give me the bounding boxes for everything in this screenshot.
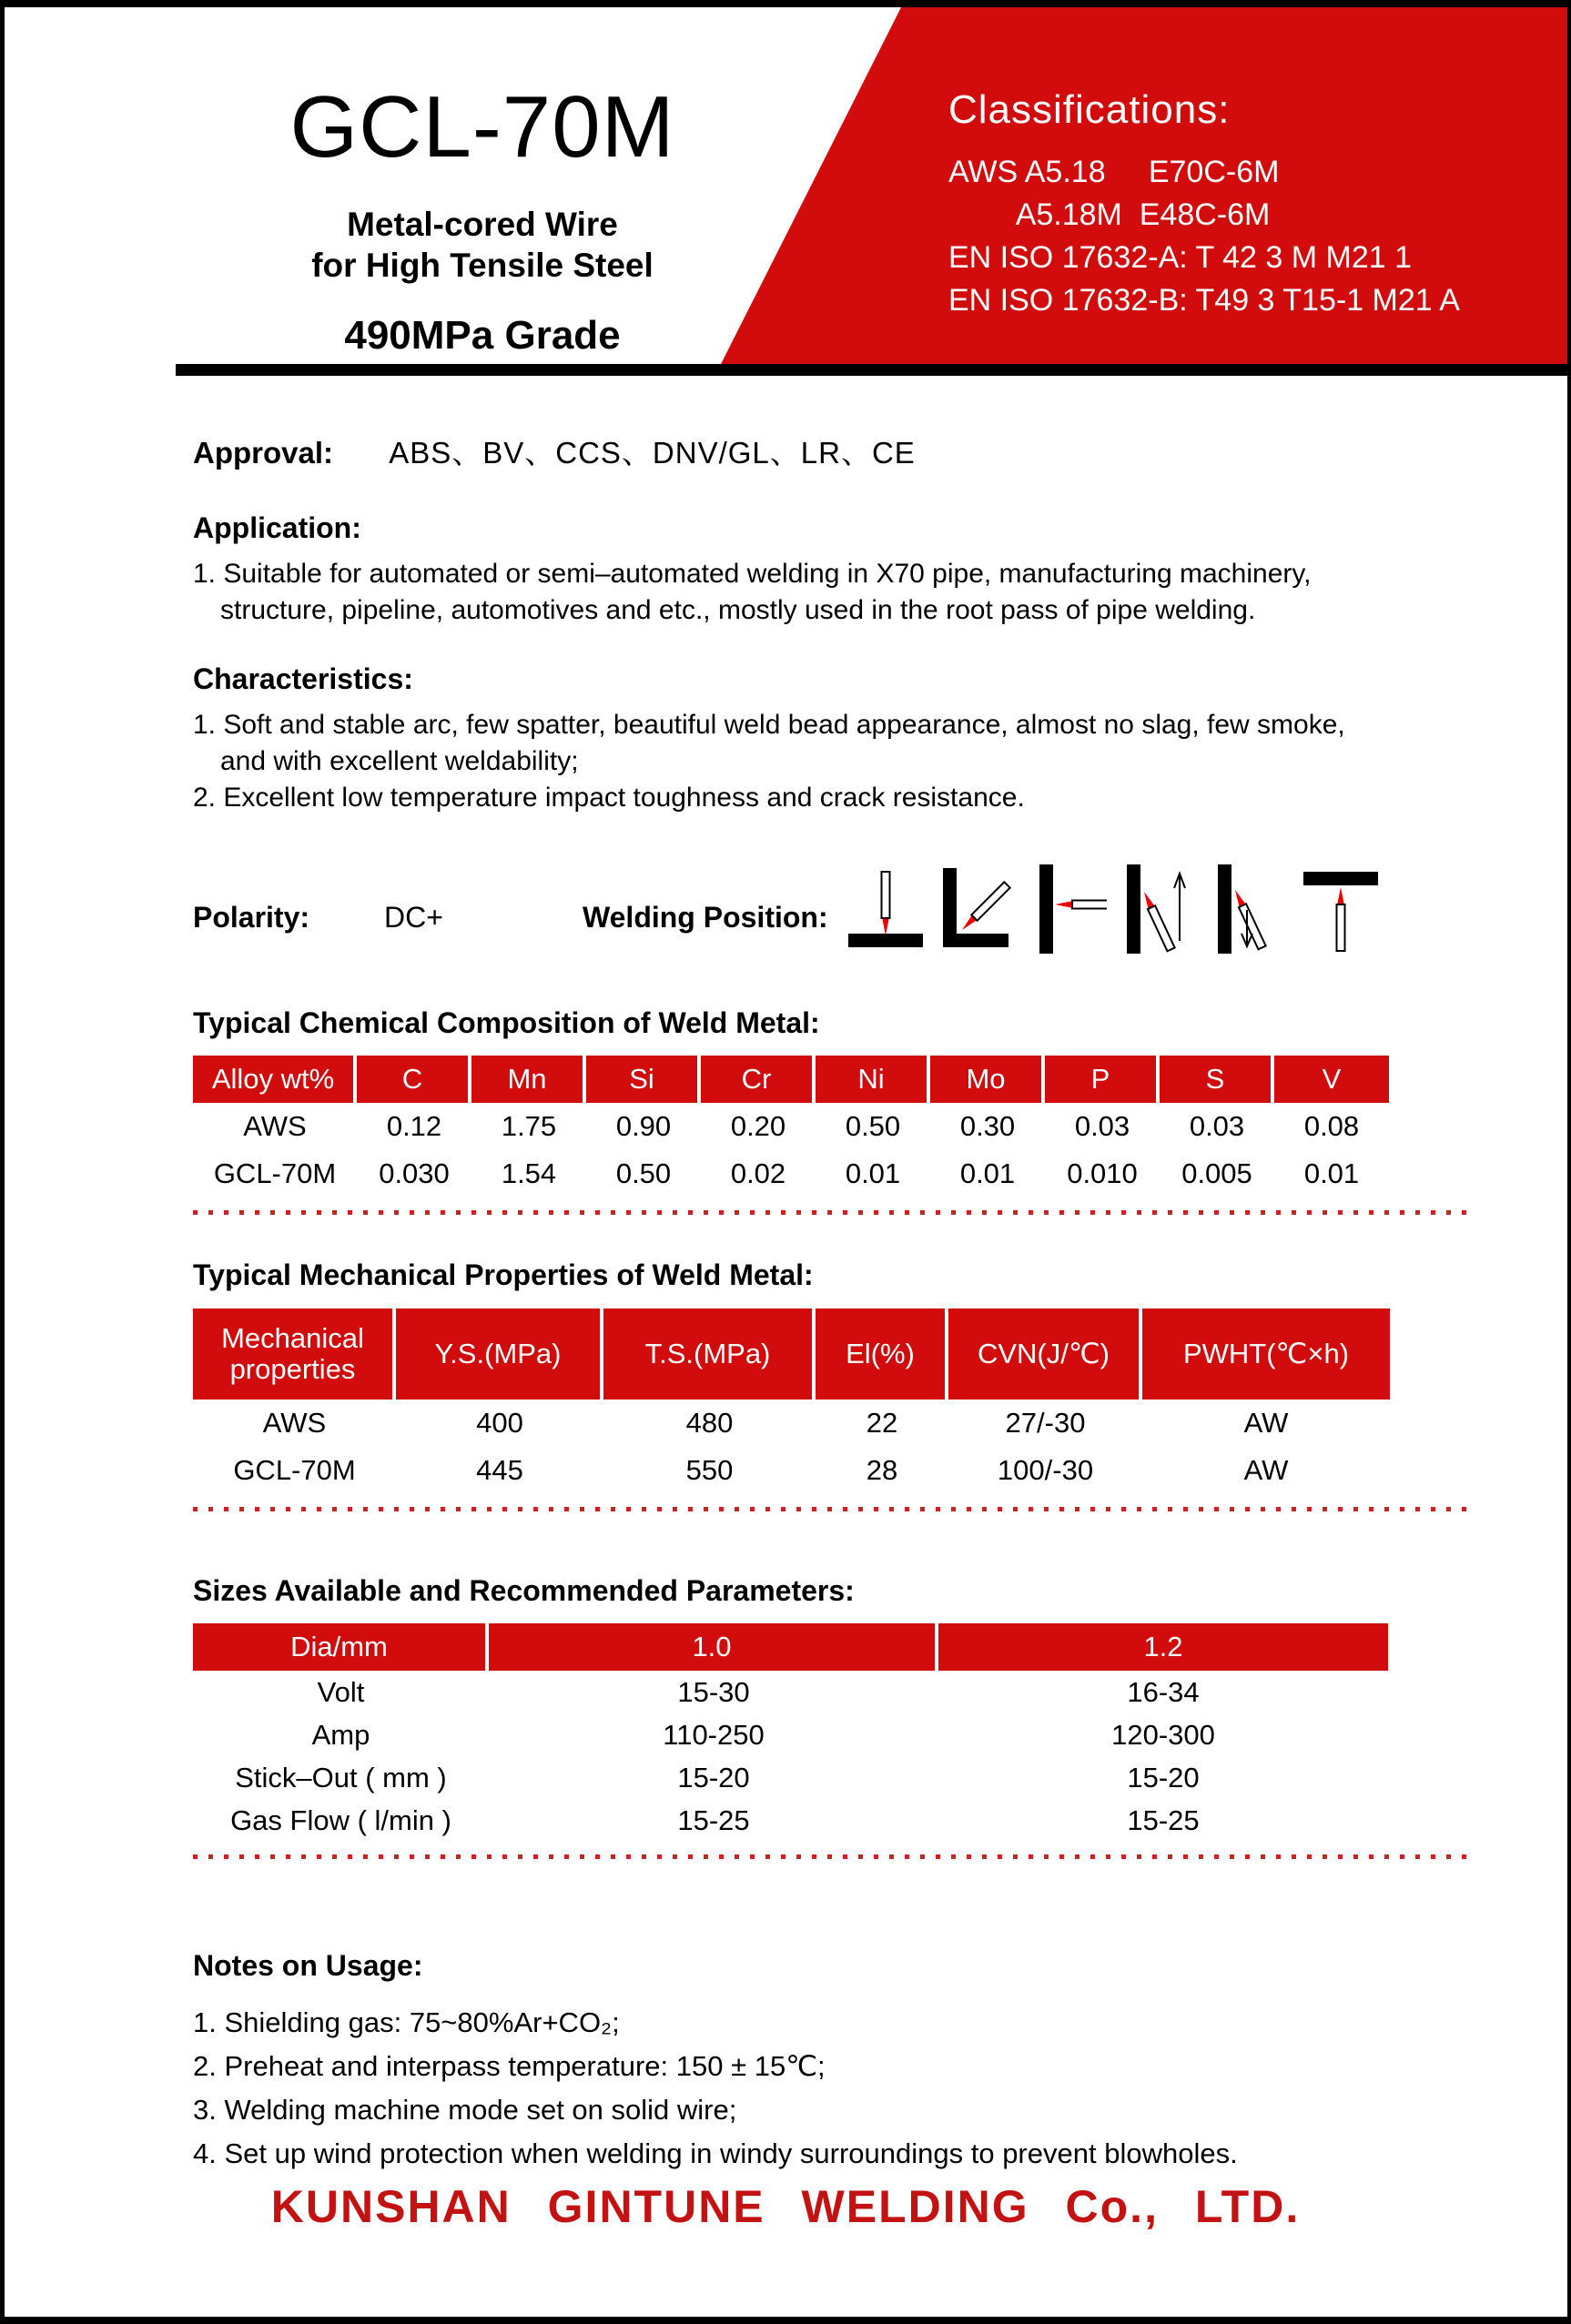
- sizes-cell: 110-250: [663, 1718, 765, 1751]
- note-line: 2. Preheat and interpass temperature: 150 ± 15℃;: [193, 2050, 826, 2082]
- page-border-right: [1567, 0, 1571, 2324]
- chemical-cell: 0.90: [615, 1110, 672, 1142]
- sizes-col-header: 1.0: [489, 1623, 938, 1671]
- sizes-row-label: Stick–Out ( mm ): [235, 1761, 447, 1794]
- mechanical-row-name: GCL-70M: [233, 1454, 356, 1486]
- mechanical-cell: AW: [1243, 1407, 1289, 1439]
- chemical-col-header: S: [1160, 1056, 1274, 1103]
- sizes-col-header: 1.2: [938, 1623, 1388, 1671]
- chemical-col-header: Mn: [471, 1056, 586, 1103]
- chemical-cell: 0.08: [1303, 1110, 1360, 1142]
- chemical-col-header: P: [1045, 1056, 1160, 1103]
- dotted-separator: [193, 1210, 1469, 1215]
- sizes-row-label: Volt: [317, 1675, 365, 1708]
- characteristics-line: 1. Soft and stable arc, few spatter, beautiful weld bead appearance, almost no slag, few smoke,: [193, 710, 1345, 740]
- sizes-cell: 15-25: [1127, 1804, 1200, 1836]
- mechanical-table: [193, 1309, 1390, 1494]
- page-border-bottom: [0, 2317, 1571, 2324]
- mechanical-cell: 27/-30: [1005, 1407, 1086, 1439]
- chemical-cell: 0.50: [615, 1157, 672, 1189]
- chemical-cell: 0.30: [959, 1110, 1016, 1142]
- chemical-col-header: Si: [586, 1056, 701, 1103]
- characteristics-line: and with excellent weldability;: [220, 746, 579, 776]
- approval-row: [193, 429, 916, 472]
- mechanical-cell: 100/-30: [997, 1454, 1094, 1486]
- mechanical-cell: 550: [685, 1454, 734, 1486]
- note-line: 1. Shielding gas: 75~80%Ar+CO₂;: [193, 2006, 620, 2038]
- sizes-cell: 15-25: [677, 1804, 750, 1836]
- sizes-heading: Sizes Available and Recommended Parameters:: [193, 1574, 855, 1607]
- vertical-down-position-icon: [1211, 863, 1289, 958]
- dotted-separator: [193, 1507, 1469, 1511]
- vertical-up-position-icon: [1120, 863, 1198, 958]
- mechanical-row-name: AWS: [262, 1407, 327, 1439]
- application-line: structure, pipeline, automotives and etc., mostly used in the root pass of pipe welding.: [220, 595, 1256, 625]
- chemical-cell: 1.54: [501, 1157, 557, 1189]
- classifications-block: [948, 87, 1460, 322]
- application-heading: Application:: [193, 511, 361, 544]
- mechanical-cell: 480: [685, 1407, 734, 1439]
- chemical-cell: 0.01: [1303, 1157, 1360, 1189]
- chemical-col-header: V: [1274, 1056, 1389, 1103]
- mechanical-col-header: CVN(J/℃): [948, 1309, 1142, 1399]
- mechanical-col-header: Y.S.(MPa): [396, 1309, 603, 1399]
- polarity-row: [193, 863, 1485, 958]
- welding-position-icons: [846, 863, 1380, 958]
- polarity-label: Polarity:: [193, 901, 310, 934]
- mechanical-col-header: T.S.(MPa): [603, 1309, 816, 1399]
- sizes-table: [193, 1623, 1388, 1842]
- chemical-cell: 0.50: [845, 1110, 901, 1142]
- sizes-row-label: Amp: [311, 1718, 370, 1751]
- mechanical-cell: 445: [476, 1454, 523, 1486]
- chemical-col-header: Mo: [930, 1056, 1045, 1103]
- chemical-row-name: GCL-70M: [213, 1157, 337, 1189]
- chemical-cell: 0.030: [379, 1157, 450, 1189]
- approval-label: Approval:: [193, 436, 334, 470]
- chemical-table: [193, 1056, 1389, 1197]
- mechanical-cell: 22: [866, 1407, 898, 1439]
- chemical-row-name: AWS: [243, 1110, 307, 1142]
- chemical-cell: 1.75: [501, 1110, 557, 1142]
- company-name: KUNSHAN GINTUNE WELDING Co., LTD.: [270, 2181, 1301, 2232]
- application-line: 1. Suitable for automated or semi–automated welding in X70 pipe, manufacturing machinery,: [193, 559, 1312, 589]
- mechanical-heading: Typical Mechanical Properties of Weld Metal:: [193, 1258, 814, 1291]
- note-line: 4. Set up wind protection when welding in windy surroundings to prevent blowholes.: [193, 2137, 1238, 2169]
- chemical-col-header: Cr: [701, 1056, 816, 1103]
- chemical-cell: 0.20: [730, 1110, 786, 1142]
- page-border-left: [0, 0, 5, 2324]
- sizes-cell: 15-20: [677, 1761, 750, 1794]
- chemical-cell: 0.01: [959, 1157, 1016, 1189]
- mechanical-col-header: PWHT(℃×h): [1142, 1309, 1390, 1399]
- characteristics-section: [193, 662, 1485, 816]
- chemical-cell: 0.03: [1074, 1110, 1130, 1142]
- grade-label: 490MPa Grade: [344, 313, 621, 358]
- classification-line: EN ISO 17632-B: T49 3 T15-1 M21 A: [948, 283, 1460, 318]
- note-line: 3. Welding machine mode set on solid wire;: [193, 2094, 737, 2126]
- sizes-row-label: Gas Flow ( l/min ): [230, 1804, 451, 1836]
- horizontal-position-icon: [1029, 863, 1107, 958]
- chemical-cell: 0.03: [1189, 1110, 1245, 1142]
- header-divider-bar: [176, 364, 1571, 376]
- application-section: [193, 511, 1485, 629]
- overhead-position-icon: [1302, 863, 1380, 958]
- flat-position-icon: [846, 863, 925, 958]
- chemical-cell: 0.005: [1181, 1157, 1252, 1189]
- mechanical-col-header: El(%): [816, 1309, 948, 1399]
- approval-value: ABS、BV、CCS、DNV/GL、LR、CE: [389, 436, 916, 470]
- chemical-cell: 0.010: [1067, 1157, 1138, 1189]
- chemical-cell: 0.02: [730, 1157, 786, 1189]
- classification-line: AWS A5.18 E70C-6M: [948, 155, 1280, 189]
- page-title: GCL-70M: [289, 78, 675, 176]
- notes-heading: Notes on Usage:: [193, 1949, 423, 1982]
- mechanical-cell: 28: [866, 1454, 898, 1486]
- characteristics-heading: Characteristics:: [193, 662, 413, 695]
- notes-section: [193, 1949, 1485, 2176]
- chemical-col-header: Ni: [816, 1056, 930, 1103]
- page-border-top: [0, 0, 1571, 7]
- sizes-cell: 120-300: [1111, 1718, 1215, 1751]
- sizes-col-header: Dia/mm: [193, 1623, 489, 1671]
- chemical-col-header: C: [357, 1056, 471, 1103]
- classifications-heading: Classifications:: [948, 87, 1231, 132]
- subtitle-line1: Metal-cored Wire: [347, 206, 618, 243]
- fillet-position-icon: [938, 863, 1016, 958]
- sizes-cell: 16-34: [1127, 1675, 1200, 1708]
- sizes-cell: 15-20: [1127, 1761, 1200, 1794]
- mechanical-cell: 400: [476, 1407, 523, 1439]
- subtitle-line2: for High Tensile Steel: [311, 247, 654, 284]
- mechanical-cell: AW: [1243, 1454, 1289, 1486]
- sizes-cell: 15-30: [677, 1675, 750, 1708]
- chemical-cell: 0.01: [845, 1157, 901, 1189]
- chemical-col-header: Alloy wt%: [193, 1056, 357, 1103]
- chemical-heading: Typical Chemical Composition of Weld Metal:: [193, 1006, 820, 1039]
- chemical-cell: 0.12: [386, 1110, 442, 1142]
- welding-position-label: Welding Position:: [583, 901, 828, 934]
- title-block: [187, 78, 778, 359]
- polarity-value: DC+: [384, 901, 443, 934]
- classification-line: EN ISO 17632-A: T 42 3 M M21 1: [948, 240, 1413, 275]
- product-subtitle: [187, 204, 778, 286]
- dotted-separator: [193, 1854, 1469, 1859]
- classification-line: A5.18M E48C-6M: [948, 197, 1271, 232]
- characteristics-line: 2. Excellent low temperature impact toughness and crack resistance.: [193, 783, 1025, 813]
- mechanical-col-header: Mechanical properties: [193, 1309, 396, 1399]
